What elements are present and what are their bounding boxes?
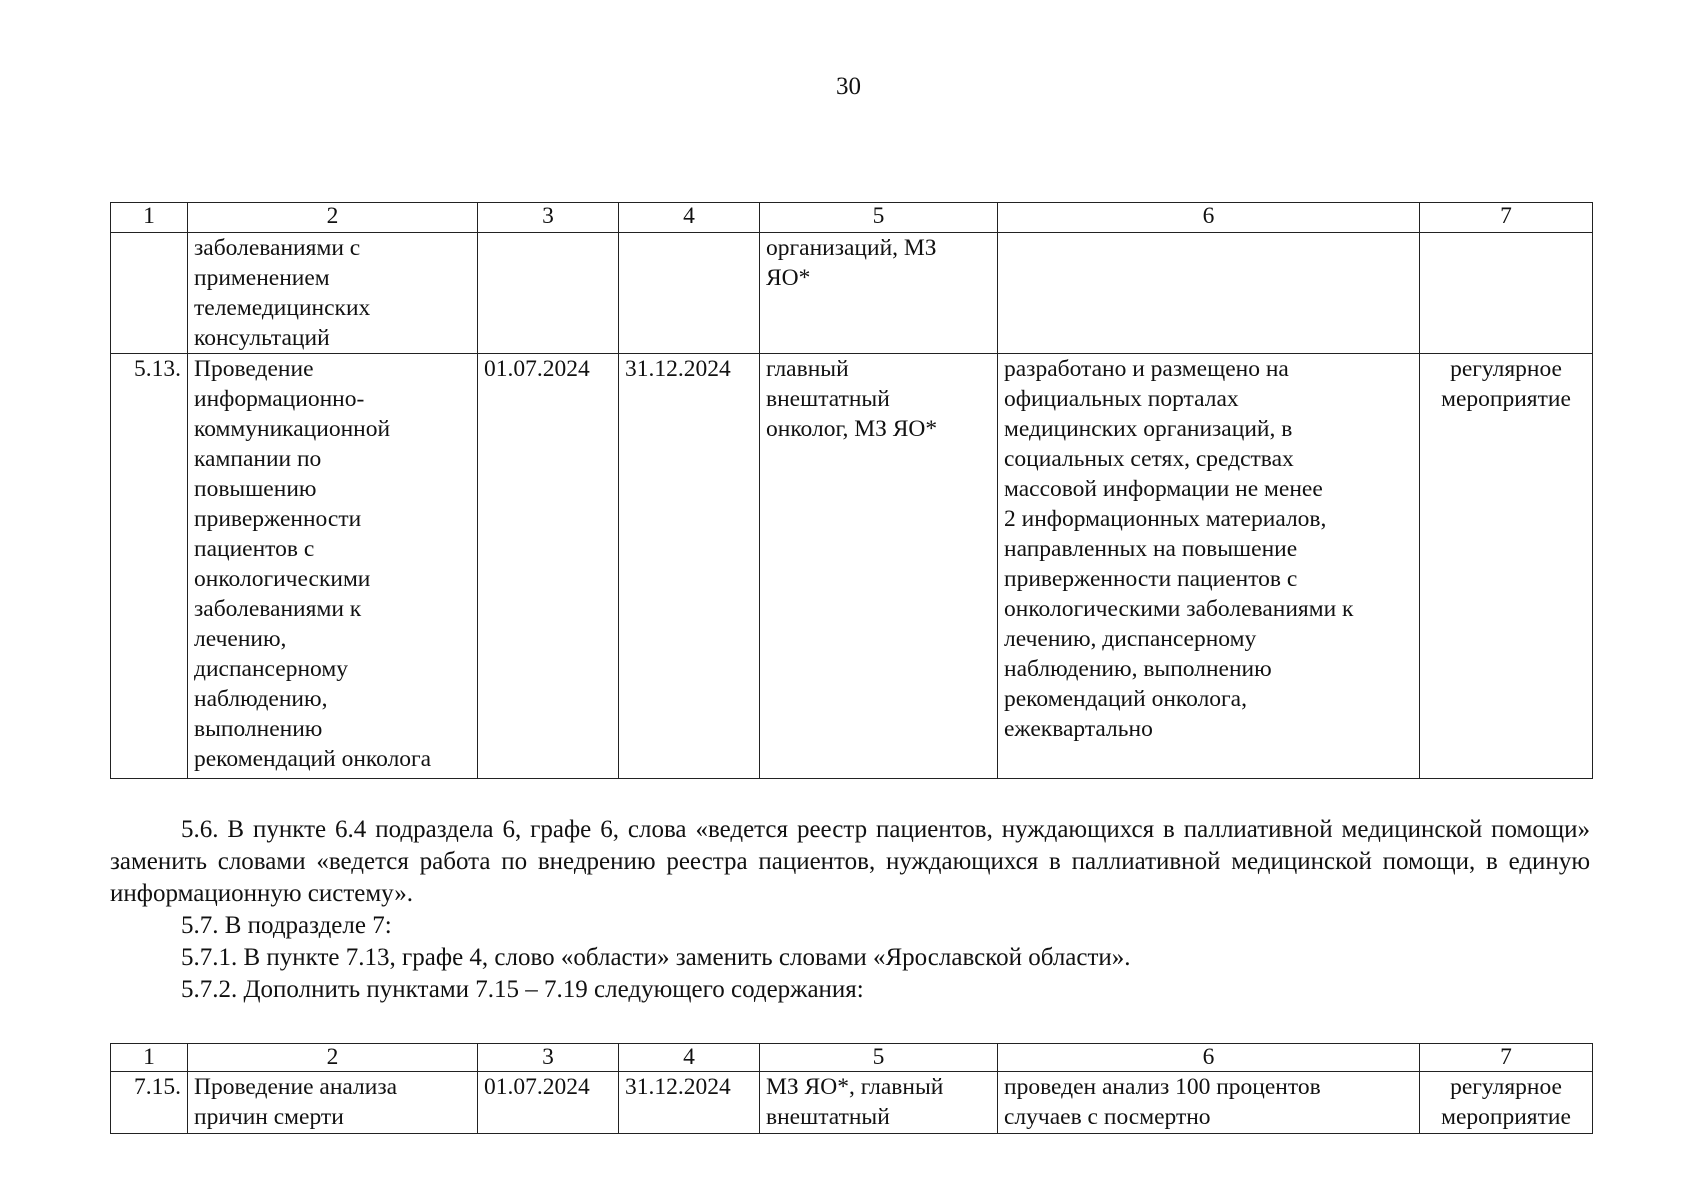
column-number-5: 5 <box>760 203 998 233</box>
paragraph-5-7-2: 5.7.2. Дополнить пунктами 7.15 – 7.19 следующего содержания: <box>181 976 864 1003</box>
measure-name: заболеваниями с применением телемедицинских консультаций <box>188 233 478 354</box>
paragraph-5-7: 5.7. В подразделе 7: <box>181 912 392 939</box>
periodicity: регулярное мероприятие <box>1420 354 1593 779</box>
measures-table-continued <box>110 202 1593 779</box>
end-date <box>619 233 760 354</box>
executor: организаций, МЗ ЯО* <box>760 233 998 354</box>
start-date <box>478 233 619 354</box>
column-number-6: 6 <box>998 1044 1420 1072</box>
column-number-2: 2 <box>188 203 478 233</box>
page-number: 30 <box>836 73 861 100</box>
amendment-text <box>110 814 1590 1006</box>
end-date: 31.12.2024 <box>619 1072 760 1134</box>
table-row <box>111 1072 1593 1134</box>
expected-result <box>998 233 1420 354</box>
measures-table-new-items <box>110 1043 1593 1134</box>
executor: главный внештатный онколог, МЗ ЯО* <box>760 354 998 779</box>
column-number-3: 3 <box>478 1044 619 1072</box>
column-number-4: 4 <box>619 203 760 233</box>
measure-name: Проведение анализа причин смерти <box>188 1072 478 1134</box>
paragraph-5-7-1: 5.7.1. В пункте 7.13, графе 4, слово «области» заменить словами «Ярославской области». <box>181 944 1131 971</box>
column-number-4: 4 <box>619 1044 760 1072</box>
row-number <box>111 233 188 354</box>
periodicity: регулярное мероприятие <box>1420 1072 1593 1134</box>
table-row <box>111 233 1593 354</box>
column-number-1: 1 <box>111 1044 188 1072</box>
column-number-1: 1 <box>111 203 188 233</box>
table-header-row <box>111 203 1593 233</box>
column-number-7: 7 <box>1420 1044 1593 1072</box>
paragraph-5-6: 5.6. В пункте 6.4 подраздела 6, графе 6, слова «ведется реестр пациентов, нуждающихся в паллиативной медицинской помощи» заменить словами «ведется работа по внедрению реестра пациентов, нуждающихся в паллиативной медицинской помощи, в единую информационную систему». <box>110 816 1590 907</box>
executor: МЗ ЯО*, главный внештатный <box>760 1072 998 1134</box>
row-number: 5.13. <box>111 354 188 779</box>
end-date: 31.12.2024 <box>619 354 760 779</box>
periodicity <box>1420 233 1593 354</box>
table-row <box>111 354 1593 779</box>
measure-name: Проведение информационно- коммуникационной кампании по повышению приверженности пациентов с онкологическими заболеваниями к лечению, диспансерному наблюдению, выполнению рекомендаций онколога <box>188 354 478 779</box>
expected-result: разработано и размещено на официальных порталах медицинских организаций, в социальных сетях, средствах массовой информации не менее 2 информационных материалов, направленных на повышение приверженности пациентов с онкологическими заболеваниями к лечению, диспансерному наблюдению, выполнению рекомендаций онколога, ежеквартально <box>998 354 1420 779</box>
start-date: 01.07.2024 <box>478 354 619 779</box>
table-header-row <box>111 1044 1593 1072</box>
start-date: 01.07.2024 <box>478 1072 619 1134</box>
column-number-6: 6 <box>998 203 1420 233</box>
row-number: 7.15. <box>111 1072 188 1134</box>
expected-result: проведен анализ 100 процентов случаев с посмертно <box>998 1072 1420 1134</box>
column-number-7: 7 <box>1420 203 1593 233</box>
column-number-2: 2 <box>188 1044 478 1072</box>
column-number-3: 3 <box>478 203 619 233</box>
column-number-5: 5 <box>760 1044 998 1072</box>
